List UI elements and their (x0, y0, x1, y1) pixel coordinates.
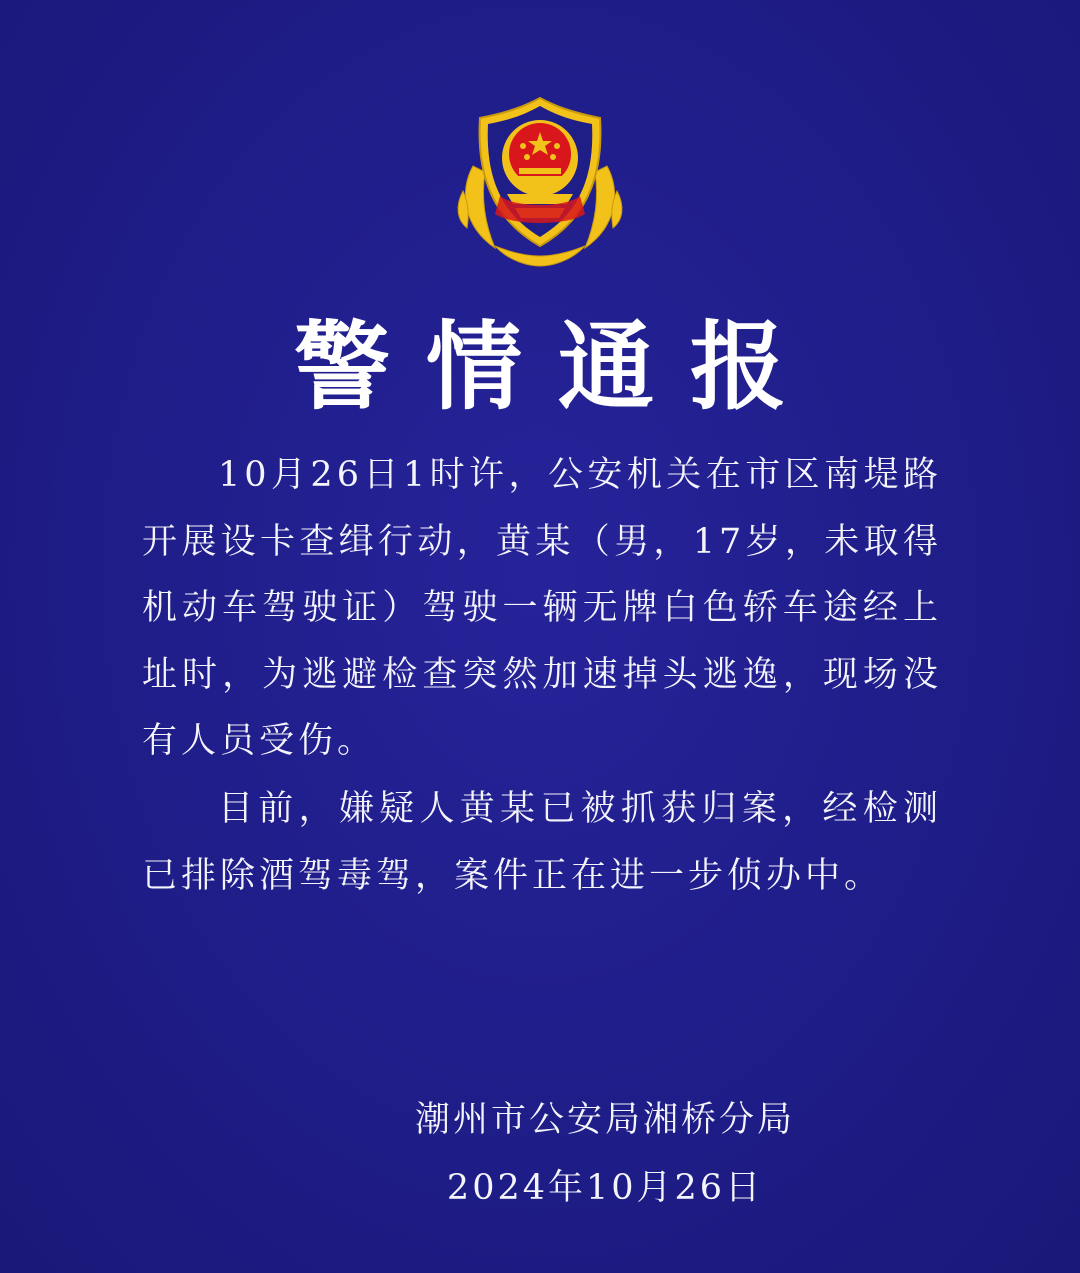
notice-paragraph-2: 目前，嫌疑人黄某已被抓获归案，经检测已排除酒驾毒驾，案件正在进一步侦办中。 (142, 789, 942, 896)
notice-title: 警情通报 (294, 310, 822, 423)
issuer-name: 潮州市公安局湘桥分局 (414, 1100, 795, 1140)
notice-paragraph-1: 10月26日1时许，公安机关在市区南堤路开展设卡查缉行动，黄某（男，17岁，未取得机动车驾驶证）驾驶一辆无牌白色轿车途经上址时，为逃避检查突然加速掉头逃逸，现场没有人员受伤。 (142, 455, 942, 761)
issue-date: 2024年10月26日 (446, 1168, 764, 1208)
police-emblem-icon (455, 96, 625, 268)
